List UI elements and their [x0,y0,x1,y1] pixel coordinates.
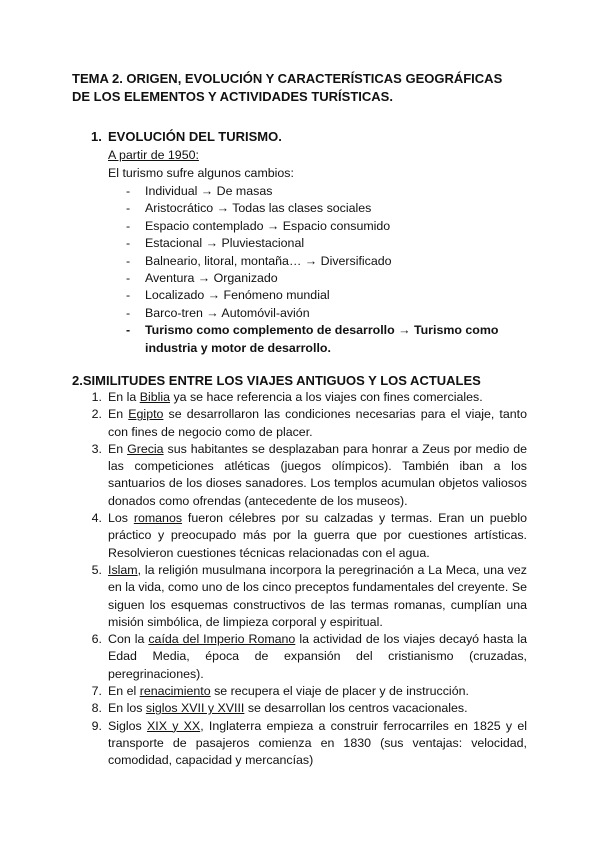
dash-bullet: - [126,305,131,320]
dash-bullet: - [126,184,131,198]
since-1950-label: A partir de 1950: [108,148,199,162]
change-item: - Estacional → Pluviestacional [108,235,528,252]
change-item: - Barco-tren → Automóvil-avión [108,305,528,322]
list-item: 8. En los siglos XVII y XVIII se desarrollan los centros vacacionales. [91,701,468,716]
change-item: - Turismo como complemento de desarrollo → Turismo como industria y motor de desarrollo. [126,323,499,355]
dash-bullet: - [126,218,131,233]
list-item: 4. Los romanos fueron célebres por su calzadas y termas. Eran un pueblo práctico y preocupado más por la guerra que por cuestiones artísticas. Resolvieron cuestiones técnicas relacionadas con el agua. [91,511,527,560]
change-item: - Individual → De masas [108,183,528,200]
dash-bullet: - [126,201,131,216]
section-1-heading-text: EVOLUCIÓN DEL TURISMO. [108,129,282,144]
change-item: - Espacio contemplado → Espacio consumido [108,218,528,235]
similarities-list [82,389,527,770]
list-item: 7. En el renacimiento se recupera el viaje de placer y de instrucción. [91,684,469,699]
list-item: 6. Con la caída del Imperio Romano la actividad de los viajes decayó hasta la Edad Media, época de expansión del cristianismo (cruzadas, peregrinaciones). [91,632,527,681]
dash-bullet: - [126,323,131,338]
list-item: 2. En Egipto se desarrollaron las condiciones necesarias para el viaje, tanto con fines de negocio como de placer. [91,407,527,439]
dash-bullet: - [126,271,131,286]
change-item: - Aristocrático → Todas las clases sociales [108,200,528,217]
document-title: TEMA 2. ORIGEN, EVOLUCIÓN Y CARACTERÍSTICAS GEOGRÁFICAS DE LOS ELEMENTOS Y ACTIVIDADES TURÍSTICAS. [72,71,503,104]
dash-bullet: - [126,253,131,268]
section-2-heading: 2.SIMILITUDES ENTRE LOS VIAJES ANTIGUOS Y LOS ACTUALES [72,373,481,388]
change-item: - Localizado → Fenómeno mundial [108,287,528,304]
list-item: 3. En Grecia sus habitantes se desplazaban para honrar a Zeus por medio de las competiciones atléticas (juegos olímpicos). También iban a los santuarios de los dioses sanadores. Los templos acumulan objetos valiosos donados como ofrendas (antecedente de los museos). [91,441,527,508]
change-item: - Aventura → Organizado [108,270,528,287]
change-item: - Balneario, litoral, montaña… → Diversificado [108,253,528,270]
list-item: 9. Siglos XIX y XX, Inglaterra empieza a construir ferrocarriles en 1825 y el transporte de pasajeros comienza en 1830 (sus ventajas: velocidad, comodidad, capacidad y mercancías) [91,718,527,768]
list-item: 5. Islam, la religión musulmana incorpora la peregrinación a La Meca, una vez en la vida, como uno de los cinco preceptos fundamentales del creyente. Se siguen los esquemas constructivos de las termas romanas, cumplían una misión simbólica, de limpieza corporal y espiritual. [91,562,527,629]
section-1-heading [91,129,282,144]
changes-intro: El turismo sufre algunos cambios: [108,166,294,180]
section-1-number: 1. [91,129,102,144]
dash-bullet: - [126,236,131,251]
dash-bullet: - [126,288,131,303]
changes-list [108,183,528,357]
list-item: 1. En la Biblia ya se hace referencia a los viajes con fines comerciales. [91,390,483,404]
